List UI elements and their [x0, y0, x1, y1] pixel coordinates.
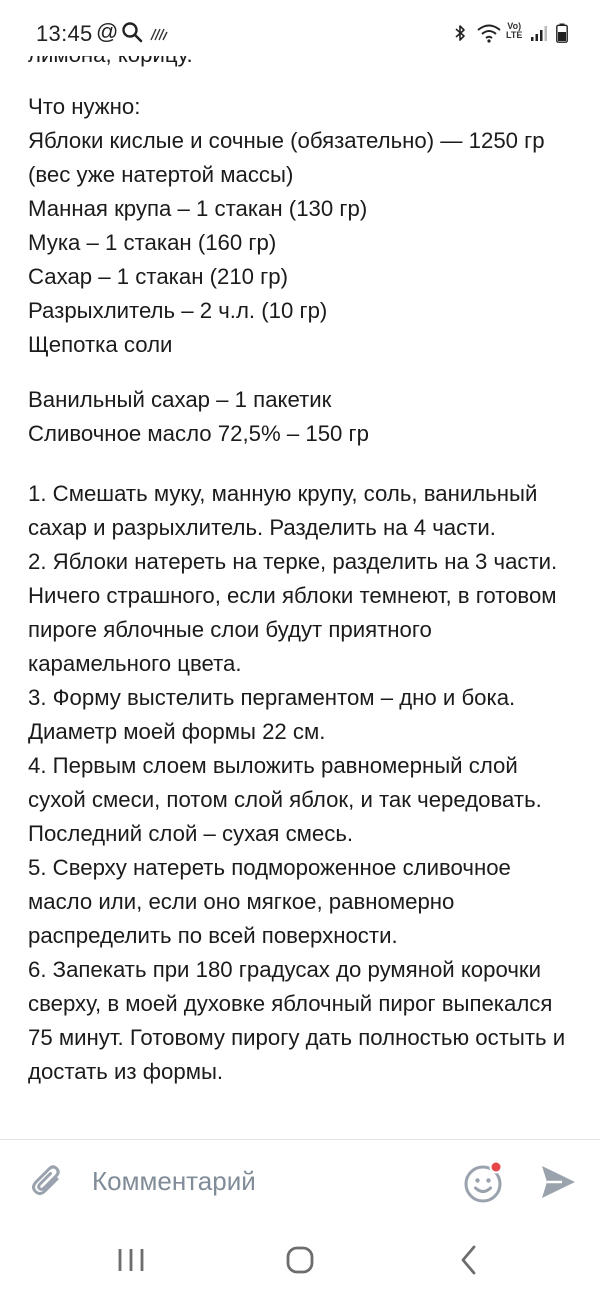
comment-bar — [0, 1139, 600, 1223]
cell-signal-icon — [530, 26, 548, 42]
search-icon — [120, 20, 144, 44]
post-extras: Ванильный сахар – 1 пакетик Сливочное масло 72,5% – 150 гр — [28, 387, 369, 446]
volte-line2: LTE — [506, 30, 523, 40]
home-button[interactable] — [276, 1237, 324, 1285]
comment-input[interactable] — [92, 1158, 442, 1204]
paperclip-icon[interactable] — [28, 1162, 68, 1202]
emoji-icon[interactable] — [462, 1160, 506, 1204]
status-bar — [0, 0, 600, 56]
signal-squiggle-icon — [150, 27, 168, 41]
battery-icon — [556, 23, 568, 43]
send-icon[interactable] — [538, 1162, 578, 1202]
post-steps: 1. Смешать муку, манную крупу, соль, ванильный сахар и разрыхлитель. Разделить на 4 части. 2. Яблоки натереть на терке, разделить на 3 части. Ничего страшного, если яблоки темнеют, в готовом пироге яблочные слои будут приятного карамельного цвета. 3. Форму выстелить пергаментом – дно и бока. Диаметр моей формы 22 см. 4. Первым слоем выложить равномерный слой сухой смеси, потом слой яблок, и так чередовать. Последний слой – сухая смесь. 5. Сверху натереть подмороженное сливочное масло или, если оно мягкое, равномерно распределить по всей поверхности. 6. Запекать при 180 градусах до румяной корочки сверху, в моей духовке яблочный пирог выпекался 75 минут. Готовому пирогу дать полностью остыть и достать из формы. — [28, 481, 566, 1084]
volte-line1: Vo) — [507, 21, 522, 31]
navigation-bar — [0, 1223, 600, 1299]
recents-button[interactable] — [107, 1237, 155, 1285]
post-ingredients: Что нужно: Яблоки кислые и сочные (обязательно) — 1250 гр (вес уже натертой массы) Манная крупа – 1 стакан (130 гр) Мука – 1 стакан (160 гр) Сахар – 1 стакан (210 гр) Разрыхлитель – 2 ч.л. (10 гр) Щепотка соли — [28, 94, 545, 357]
volte-icon — [506, 22, 522, 40]
at-icon: @ — [96, 19, 119, 44]
wifi-icon — [476, 23, 502, 43]
back-button[interactable] — [446, 1237, 494, 1285]
bluetooth-icon — [454, 24, 466, 42]
status-time: 13:45 — [36, 21, 93, 46]
